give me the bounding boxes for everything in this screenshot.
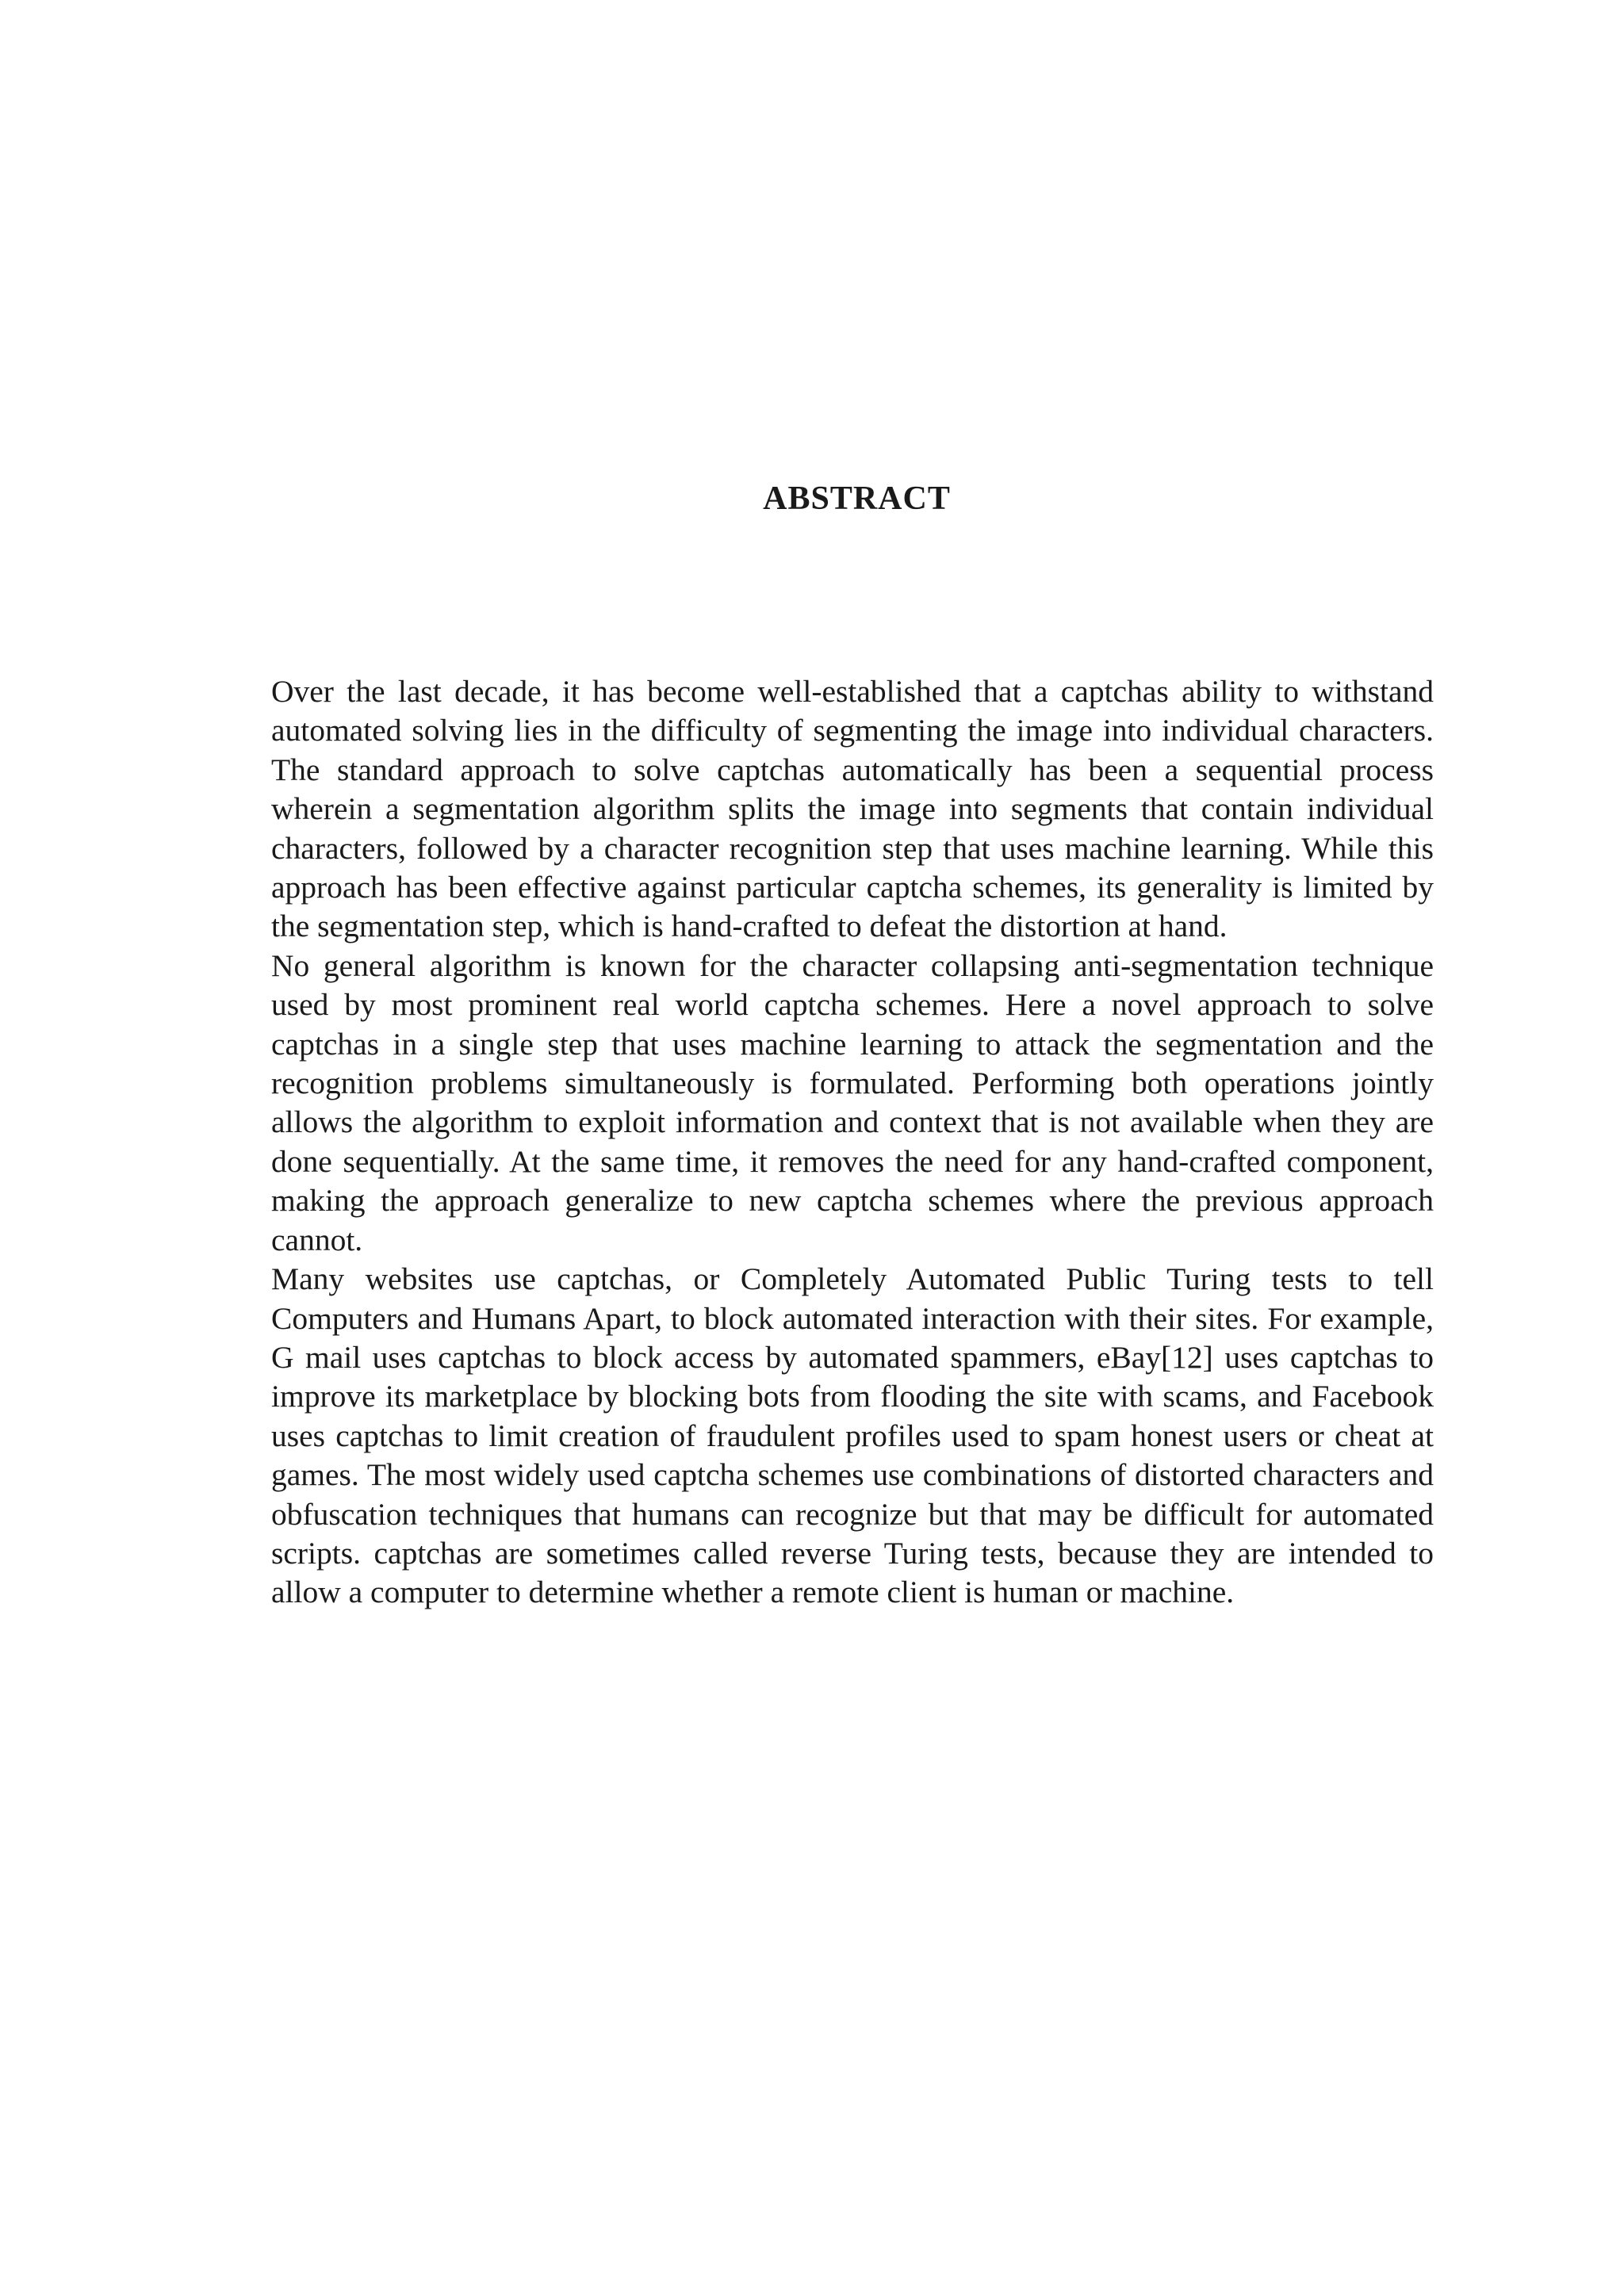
abstract-heading: ABSTRACT: [763, 480, 951, 517]
abstract-body: [271, 672, 1434, 1613]
abstract-paragraph-2: No general algorithm is known for the character collapsing anti-segmentation technique used by most prominent real world captcha schemes. Here a novel approach to solve captchas in a single step that uses machine learning to attack the segmentation and the recognition problems simultaneously is formulated. Performing both operations jointly allows the algorithm to exploit information and context that is not available when they are done sequentially. At the same time, it removes the need for any hand-crafted component, making the approach generalize to new captcha schemes where the previous approach cannot.: [271, 947, 1434, 1257]
abstract-paragraph-1: Over the last decade, it has become well-established that a captchas ability to withstand automated solving lies in the difficulty of segmenting the image into individual characters. The standard approach to solve captchas automatically has been a sequential process wherein a segmentation algorithm splits the image into segments that contain individual characters, followed by a character recognition step that uses machine learning. While this approach has been effective against particular captcha schemes, its generality is limited by the segmentation step, which is hand-crafted to defeat the distortion at hand.: [271, 674, 1434, 944]
abstract-paragraph-3: Many websites use captchas, or Completely Automated Public Turing tests to tell Computers and Humans Apart, to block automated interaction with their sites. For example, G mail uses captchas to block access by automated spammers, eBay[12] uses captchas to improve its marketplace by blocking bots from flooding the site with scams, and Facebook uses captchas to limit creation of fraudulent profiles used to spam honest users or cheat at games. The most widely used captcha schemes use combinations of distorted characters and obfuscation techniques that humans can recognize but that may be difficult for automated scripts. captchas are sometimes called reverse Turing tests, because they are intended to allow a computer to determine whether a remote client is human or machine.: [271, 1261, 1434, 1610]
